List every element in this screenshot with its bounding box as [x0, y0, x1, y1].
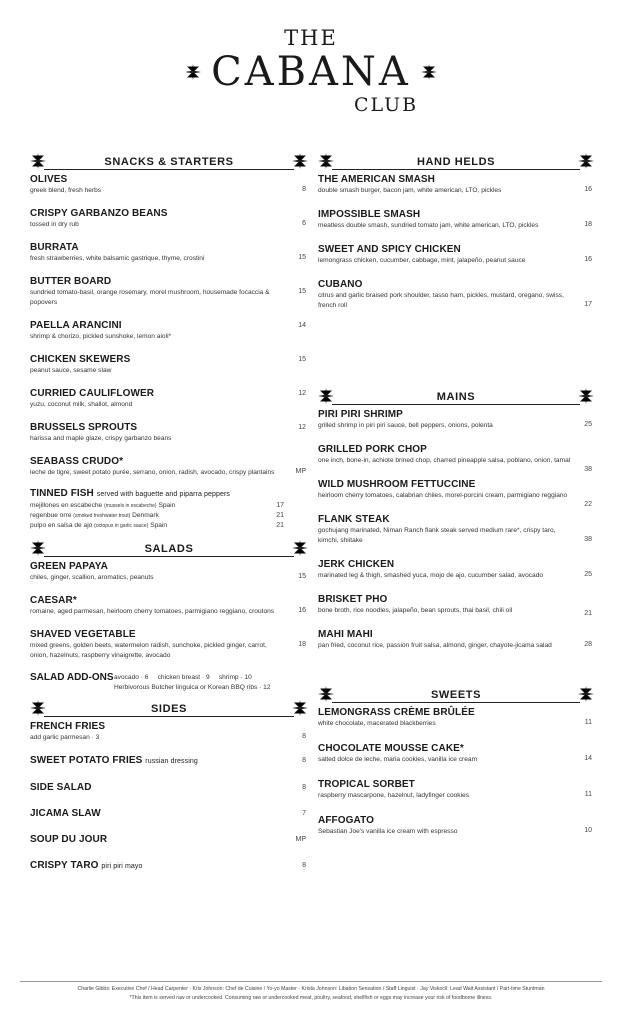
item-name: PIRI PIRI SHRIMP	[318, 409, 403, 420]
item-price: 6	[302, 220, 306, 227]
item-description: leche de tigre, sweet potato purée, serrano, onion, radish, avocado, crispy plantains	[30, 469, 275, 476]
item-price: 38	[584, 466, 592, 473]
menu-item	[30, 388, 308, 410]
section-title: SNACKS & STARTERS	[104, 156, 234, 168]
sparkle-icon	[318, 388, 334, 404]
item-name: OLIVES	[30, 174, 68, 185]
section-title: SWEETS	[430, 689, 482, 701]
tinned-name: regenbue orre	[30, 512, 72, 519]
tinned-origin: Spain	[150, 522, 168, 529]
item-price: 16	[584, 256, 592, 263]
menu-item	[318, 244, 594, 266]
item-name: CRISPY GARBANZO BEANS	[30, 208, 168, 219]
add-ons-label: SALAD ADD-ONS	[30, 672, 114, 683]
menu-item	[318, 444, 594, 473]
menu-item	[318, 707, 594, 729]
item-description: white chocolate, macerated blackberries	[318, 720, 436, 727]
menu-item	[318, 479, 594, 508]
tinned-name: pulpo en salsa de ajo	[30, 522, 93, 529]
item-name: JICAMA SLAW	[30, 808, 101, 819]
item-price: 21	[276, 512, 284, 519]
item-price: 18	[298, 641, 306, 648]
item-name: GRILLED PORK CHOP	[318, 444, 427, 455]
menu-item	[318, 779, 594, 801]
section-header-sides	[30, 697, 308, 719]
item-name: SWEET AND SPICY CHICKEN	[318, 244, 461, 255]
item-price: 38	[584, 536, 592, 543]
item-description: gochujang marinated, Niman Ranch flank steak served medium rare*, crispy taro, kimchi, shiitake	[318, 527, 556, 544]
sparkle-icon	[421, 64, 437, 80]
section-header-mains	[318, 385, 594, 407]
item-price: 25	[584, 571, 592, 578]
item-name	[30, 755, 286, 768]
menu-item	[30, 456, 308, 478]
menu-header	[0, 26, 622, 116]
item-name: THE AMERICAN SMASH	[318, 174, 435, 185]
sparkle-icon	[578, 388, 594, 404]
item-price: 21	[276, 522, 284, 529]
menu-item	[318, 409, 594, 431]
item-name: BUTTER BOARD	[30, 276, 112, 287]
tinned-translation: (smoked freshwater trout)	[73, 513, 131, 519]
section-title: HAND HELDS	[416, 156, 496, 168]
item-price: 21	[584, 610, 592, 617]
item-description: shrimp & chorizo, pickled sunshoke, lemon aioli*	[30, 333, 172, 340]
tinned-translation: (octopus in garlic sauce)	[94, 523, 149, 529]
menu-item	[30, 755, 308, 768]
item-description: pan fried, coconut rice, passion fruit salsa, almond, ginger, chayote-jicama salad	[318, 642, 552, 649]
add-ons-line: Herbivorous Butcher linguica or Korean BBQ ribs · 12	[114, 684, 271, 691]
item-price: 15	[298, 573, 306, 580]
item-name: FRENCH FRIES	[30, 721, 106, 732]
item-description: citrus and garlic braised pork shoulder, tasso ham, pickles, mustard, oregano, swiss, french roll	[318, 292, 564, 309]
footer-divider	[20, 981, 602, 982]
sparkle-icon	[318, 153, 334, 169]
item-price: 8	[302, 186, 306, 193]
menu-item	[30, 595, 308, 617]
item-description: Sebastian Joe's vanilla ice cream with espresso	[318, 828, 458, 835]
sparkle-icon	[30, 540, 46, 556]
item-description: grilled shrimp in piri piri sauce, bell peppers, onions, polenta	[318, 422, 493, 429]
item-name: SOUP DU JOUR	[30, 834, 108, 845]
logo-club: CLUB	[353, 94, 419, 116]
section-title: SIDES	[150, 703, 187, 715]
sparkle-icon	[30, 153, 46, 169]
menu-item	[30, 808, 308, 820]
item-name: JERK CHICKEN	[318, 559, 395, 570]
logo-main: CABANA	[211, 49, 411, 95]
item-name: SIDE SALAD	[30, 782, 92, 793]
menu-item	[318, 629, 594, 651]
item-name: BRISKET PHO	[318, 594, 388, 605]
menu-item	[30, 208, 308, 230]
staff-credits: Charlie Gibbs: Executive Chef / Head Carpenter · Kris Johnson: Chef de Cuisine / Yo-yo Master · Krista Johnson: Libation Sensation / Staff Linguist · Jay Viskocil: Lead Wait Assistant / Part-time Stuntman	[77, 986, 545, 992]
item-name: CUBANO	[318, 279, 363, 290]
item-price: 17	[584, 301, 592, 308]
logo-row	[0, 50, 622, 94]
item-description: heirloom cherry tomatoes, calabrian chiles, morel-porcini cream, parmigiano reggiano	[318, 492, 568, 499]
section-header-salads	[30, 537, 308, 559]
section-header-sweets	[318, 683, 594, 705]
sparkle-icon	[30, 700, 46, 716]
item-price: 16	[298, 607, 306, 614]
sparkle-icon	[185, 64, 201, 80]
item-name: FLANK STEAK	[318, 514, 390, 525]
menu-item	[30, 320, 308, 342]
item-price: 14	[298, 322, 306, 329]
item-price: 11	[584, 719, 592, 726]
item-name: TROPICAL SORBET	[318, 779, 415, 790]
item-price: 16	[584, 186, 592, 193]
item-name: CURRIED CAULIFLOWER	[30, 388, 155, 399]
item-price: 28	[584, 641, 592, 648]
menu-item	[30, 354, 308, 376]
item-description: double smash burger, bacon jam, white american, LTO, pickles	[318, 187, 502, 194]
menu-item	[30, 276, 308, 308]
sparkle-icon	[292, 700, 308, 716]
item-name: MAHI MAHI	[318, 629, 373, 640]
item-name: PAELLA ARANCINI	[30, 320, 122, 331]
menu-item-tinned-fish	[30, 488, 308, 531]
item-description: romaine, aged parmesan, heirloom cherry tomatoes, parmigiano reggiano, croutons	[30, 608, 275, 615]
item-name: CHOCOLATE MOUSSE CAKE*	[318, 743, 464, 754]
item-price: 8	[302, 862, 306, 869]
item-description: harissa and maple glaze, crispy garbanzo beans	[30, 435, 172, 442]
item-name: CAESAR*	[30, 595, 77, 606]
item-description: peanut sauce, sesame slaw	[30, 367, 112, 374]
item-price: 14	[584, 755, 592, 762]
item-price: 25	[584, 421, 592, 428]
item-description: mixed greens, golden beets, watermelon radish, sunchoke, pickled ginger, carrot, onion, hazelnuts, raspberry vinaigrette, avocado	[30, 642, 267, 659]
menu-item	[318, 174, 594, 196]
menu-item	[30, 629, 308, 661]
menu-item	[318, 815, 594, 837]
item-description: lemongrass chicken, cucumber, cabbage, mint, jalapeño, peanut sauce	[318, 257, 526, 264]
item-description: chiles, ginger, scallion, aromatics, peanuts	[30, 574, 154, 581]
section-title: MAINS	[436, 391, 476, 403]
sparkle-icon	[318, 686, 334, 702]
tinned-row	[30, 521, 286, 531]
item-price: 17	[276, 502, 284, 509]
menu-item	[30, 834, 308, 846]
item-name-text: TINNED FISH	[30, 488, 94, 499]
tinned-origin: Spain	[158, 502, 176, 509]
item-name: BURRATA	[30, 242, 79, 253]
add-ons-list	[114, 673, 271, 693]
menu-item	[318, 743, 594, 765]
item-name: SEABASS CRUDO*	[30, 456, 124, 467]
menu-item	[30, 782, 308, 794]
item-price: 8	[302, 733, 306, 740]
logo-the: THE	[284, 26, 338, 50]
salad-add-ons	[30, 673, 308, 693]
item-price: 8	[302, 784, 306, 791]
item-description: raspberry mascarpone, hazelnut, ladyfinger cookies	[318, 792, 470, 799]
item-price: 10	[584, 827, 592, 834]
item-price: 15	[298, 356, 306, 363]
menu-item	[30, 174, 308, 196]
item-name: SHAVED VEGETABLE	[30, 629, 136, 640]
left-column	[30, 150, 308, 873]
item-name: CHICKEN SKEWERS	[30, 354, 131, 365]
item-description: yuzu, coconut milk, shallot, almond	[30, 401, 133, 408]
item-price: MP	[295, 468, 306, 475]
menu-item	[318, 279, 594, 311]
raw-food-disclaimer: *This item is served raw or undercooked. Consuming raw or undercooked meat, poultry, seafood, shellfish or eggs may increase your risk of foodborne illness.	[129, 995, 493, 1001]
item-name: BRUSSELS SPROUTS	[30, 422, 138, 433]
item-price: 15	[298, 254, 306, 261]
menu-item	[30, 561, 308, 583]
item-price: 7	[302, 810, 306, 817]
item-description: one inch, bone-in, achiote brined chop, charred pineapple salsa, poblano, onion, tamal	[318, 457, 571, 464]
tinned-name: mejillones en escabeche	[30, 502, 103, 509]
tinned-translation: (mussels in escabeche)	[104, 503, 157, 509]
tinned-row	[30, 501, 286, 511]
item-description: bone broth, rice noodles, jalapeño, bean sprouts, thai basil, chili oil	[318, 607, 513, 614]
item-description: salted dolce de leche, maria cookies, vanilla ice cream	[318, 756, 478, 763]
sparkle-icon	[578, 153, 594, 169]
item-description: add garlic parmesan · 3	[30, 734, 100, 741]
menu-item	[30, 422, 308, 444]
section-title: SALADS	[144, 543, 194, 555]
menu-item	[30, 721, 308, 743]
menu-item	[318, 514, 594, 546]
tinned-origin: Denmark	[132, 512, 159, 519]
item-price: 15	[298, 288, 306, 295]
item-name: AFFOGATO	[318, 815, 374, 826]
item-name: WILD MUSHROOM FETTUCCINE	[318, 479, 476, 490]
sparkle-icon	[578, 686, 594, 702]
menu-item	[318, 559, 594, 581]
item-inline-desc: russian dressing	[145, 758, 198, 765]
item-name-text: SWEET POTATO FRIES	[30, 755, 143, 766]
sparkle-icon	[292, 153, 308, 169]
section-header-handhelds	[318, 150, 594, 172]
item-price: 18	[584, 221, 592, 228]
item-price: MP	[295, 836, 306, 843]
item-description: sundried tomato-basil, orange rosemary, morel mushroom, housemade focaccia & popovers	[30, 289, 270, 306]
item-description: marinated leg & thigh, smashed yuca, mojo de ajo, cucumber salad, avocado	[318, 572, 544, 579]
item-name: IMPOSSIBLE SMASH	[318, 209, 421, 220]
item-name: LEMONGRASS CRÈME BRÛLÉE	[318, 707, 475, 718]
item-inline-desc: piri piri mayo	[101, 863, 143, 870]
item-name	[30, 488, 286, 501]
right-column	[318, 150, 594, 837]
item-name: GREEN PAPAYA	[30, 561, 108, 572]
item-price: 12	[298, 390, 306, 397]
item-description: fresh strawberries, white balsamic gastrique, thyme, crostini	[30, 255, 205, 262]
item-price: 11	[584, 791, 592, 798]
section-header-snacks	[30, 150, 308, 172]
menu-footer	[20, 981, 602, 1003]
item-price: 12	[298, 424, 306, 431]
tinned-row	[30, 511, 286, 521]
add-ons-line: avocado · 6 chicken breast · 9 shrimp · 10	[114, 674, 252, 681]
item-description: meatless double smash, sundried tomato jam, white american, LTO, pickles	[318, 222, 539, 229]
item-name	[30, 860, 286, 873]
sparkle-icon	[292, 540, 308, 556]
item-note: served with baguette and piparra peppers	[96, 491, 230, 498]
item-description: greek blend, fresh herbs	[30, 187, 102, 194]
menu-item	[318, 594, 594, 616]
item-price: 22	[584, 501, 592, 508]
menu-item	[30, 860, 308, 873]
item-description: tossed in dry rub	[30, 221, 79, 228]
item-name-text: CRISPY TARO	[30, 860, 99, 871]
menu-item	[30, 242, 308, 264]
item-price: 8	[302, 757, 306, 764]
menu-item	[318, 209, 594, 231]
